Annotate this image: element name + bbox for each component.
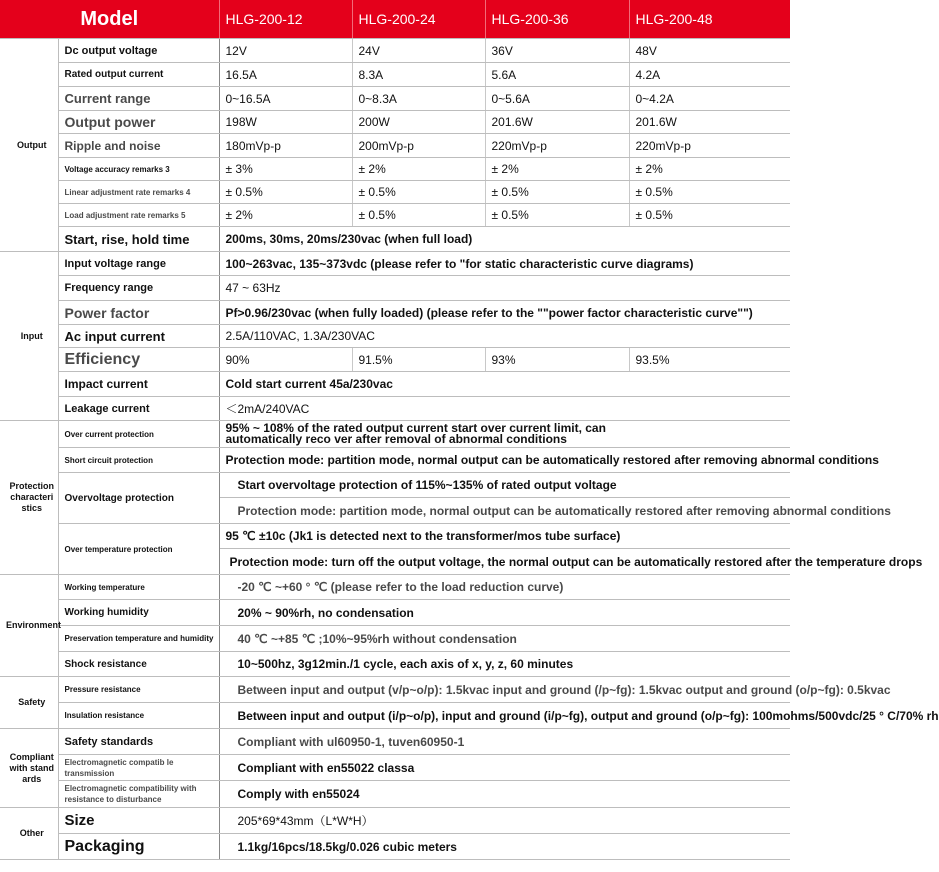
row-label: Efficiency: [58, 348, 219, 372]
table-row: [0, 448, 790, 473]
cell: -20 ℃ ~+60 ° ℃ (please refer to the load reduction curve): [219, 575, 790, 600]
cell: 10~500hz, 3g12min./1 cycle, each axis of x, y, z, 60 minutes: [219, 652, 790, 677]
row-label: Voltage accuracy remarks 3: [58, 158, 219, 181]
cell: ± 0.5%: [485, 181, 629, 204]
table-row: [0, 111, 790, 134]
cell: 95% ~ 108% of the rated output current start over current limit, can automatically reco ver after removal of abnormal conditions: [219, 421, 790, 448]
cell: 93.5%: [629, 348, 790, 372]
cell: ± 2%: [485, 158, 629, 181]
table-row: [0, 204, 790, 227]
cell: 205*69*43mm（L*W*H）: [219, 808, 790, 834]
cell: ± 0.5%: [629, 181, 790, 204]
cell: Compliant with ul60950-1, tuven60950-1: [219, 729, 790, 755]
row-label: Frequency range: [58, 276, 219, 301]
cell: Cold start current 45a/230vac: [219, 372, 790, 397]
row-label: Shock resistance: [58, 652, 219, 677]
row-label: Ac input current: [58, 325, 219, 348]
cell: 90%: [219, 348, 352, 372]
cell: ± 2%: [352, 158, 485, 181]
table-row: [0, 301, 790, 325]
table-row: [0, 473, 790, 498]
cell: ± 2%: [629, 158, 790, 181]
row-label: Impact current: [58, 372, 219, 397]
header-row: [0, 0, 790, 39]
cell: Protection mode: partition mode, normal output can be automatically restored after removing abnormal conditions: [219, 448, 790, 473]
section-safety: Safety: [0, 677, 58, 729]
model-col-3: HLG-200-36: [485, 0, 629, 39]
cell: Protection mode: partition mode, normal output can be automatically restored after removing abnormal conditions: [219, 498, 790, 524]
cell: 0~16.5A: [219, 87, 352, 111]
cell: 100~263vac, 135~373vdc (please refer to "for static characteristic curve diagrams): [219, 252, 790, 276]
table-row: [0, 755, 790, 781]
table-row: [0, 781, 790, 808]
table-row: [0, 729, 790, 755]
table-row: [0, 372, 790, 397]
table-row: [0, 227, 790, 252]
table-row: [0, 677, 790, 703]
table-row: [0, 158, 790, 181]
table-row: [0, 181, 790, 204]
table-row: [0, 87, 790, 111]
model-header: Model: [0, 0, 219, 39]
cell: 198W: [219, 111, 352, 134]
row-label: Current range: [58, 87, 219, 111]
row-label: Load adjustment rate remarks 5: [58, 204, 219, 227]
table-row: [0, 575, 790, 600]
row-label: Over current protection: [58, 421, 219, 448]
cell: 47 ~ 63Hz: [219, 276, 790, 301]
section-output: Output: [0, 39, 58, 252]
section-protection: Protection characteri stics: [0, 421, 58, 575]
cell: 0~5.6A: [485, 87, 629, 111]
table-row: [0, 703, 790, 729]
table-row: [0, 63, 790, 87]
cell: 201.6W: [485, 111, 629, 134]
cell: 48V: [629, 39, 790, 63]
cell: 16.5A: [219, 63, 352, 87]
row-label: Dc output voltage: [58, 39, 219, 63]
table-row: [0, 524, 790, 549]
row-label: Leakage current: [58, 397, 219, 421]
cell: ± 0.5%: [485, 204, 629, 227]
section-compliant: Compliant with stand ards: [0, 729, 58, 808]
row-label: Short circuit protection: [58, 448, 219, 473]
row-label: Safety standards: [58, 729, 219, 755]
cell: 95 ℃ ±10c (Jk1 is detected next to the transformer/mos tube surface): [219, 524, 790, 549]
cell: ± 0.5%: [352, 181, 485, 204]
row-label: Power factor: [58, 301, 219, 325]
row-label: Electromagnetic compatib le transmission: [58, 755, 219, 781]
cell: 1.1kg/16pcs/18.5kg/0.026 cubic meters: [219, 834, 790, 860]
cell: 0~4.2A: [629, 87, 790, 111]
row-label: Preservation temperature and humidity: [58, 626, 219, 652]
table-row: [0, 600, 790, 626]
cell: 200ms, 30ms, 20ms/230vac (when full load): [219, 227, 790, 252]
table-row: [0, 276, 790, 301]
section-environment: Environment: [0, 575, 58, 677]
row-label: Working humidity: [58, 600, 219, 626]
cell: 40 ℃ ~+85 ℃ ;10%~95%rh without condensation: [219, 626, 790, 652]
row-label: Output power: [58, 111, 219, 134]
cell: 36V: [485, 39, 629, 63]
cell: 20% ~ 90%rh, no condensation: [219, 600, 790, 626]
table-row: [0, 421, 790, 448]
cell: 24V: [352, 39, 485, 63]
row-label: Linear adjustment rate remarks 4: [58, 181, 219, 204]
row-label: Rated output current: [58, 63, 219, 87]
cell: 220mVp-p: [485, 134, 629, 158]
row-label: Electromagnetic compatibility with resistance to disturbance: [58, 781, 219, 808]
row-label: Input voltage range: [58, 252, 219, 276]
cell: 200W: [352, 111, 485, 134]
cell: 93%: [485, 348, 629, 372]
row-label: Overvoltage protection: [58, 473, 219, 524]
cell: 5.6A: [485, 63, 629, 87]
row-label: Start, rise, hold time: [58, 227, 219, 252]
cell: Compliant with en55022 classa: [219, 755, 790, 781]
table-row: [0, 808, 790, 834]
cell: Between input and output (v/p~o/p): 1.5kvac input and ground (/p~fg): 1.5kvac output and ground (o/p~fg): 0.5kvac: [219, 677, 790, 703]
model-col-4: HLG-200-48: [629, 0, 790, 39]
model-col-1: HLG-200-12: [219, 0, 352, 39]
cell: ± 0.5%: [352, 204, 485, 227]
cell: ± 0.5%: [219, 181, 352, 204]
cell: 12V: [219, 39, 352, 63]
cell: ± 0.5%: [629, 204, 790, 227]
table-row: [0, 348, 790, 372]
cell: 200mVp-p: [352, 134, 485, 158]
cell: 201.6W: [629, 111, 790, 134]
table-row: [0, 39, 790, 63]
section-input: Input: [0, 252, 58, 421]
table-row: [0, 325, 790, 348]
cell: Pf>0.96/230vac (when fully loaded) (please refer to the ""power factor characteristic curve""): [219, 301, 790, 325]
table-row: [0, 626, 790, 652]
row-label: Ripple and noise: [58, 134, 219, 158]
cell: Comply with en55024: [219, 781, 790, 808]
row-label: Working temperature: [58, 575, 219, 600]
cell: 8.3A: [352, 63, 485, 87]
cell: ± 2%: [219, 204, 352, 227]
row-label: Insulation resistance: [58, 703, 219, 729]
cell: ＜2mA/240VAC: [219, 397, 790, 421]
cell: Protection mode: turn off the output voltage, the normal output can be automatically restored after the temperature drops: [219, 549, 790, 575]
cell: 180mVp-p: [219, 134, 352, 158]
table-row: [0, 834, 790, 860]
table-row: [0, 397, 790, 421]
cell: 220mVp-p: [629, 134, 790, 158]
cell: Between input and output (i/p~o/p), input and ground (i/p~fg), output and ground (o/p~fg): 100mohms/500vdc/25 ° C/70% rh: [219, 703, 790, 729]
cell: 4.2A: [629, 63, 790, 87]
table-row: [0, 252, 790, 276]
cell: ± 3%: [219, 158, 352, 181]
table-row: [0, 134, 790, 158]
model-col-2: HLG-200-24: [352, 0, 485, 39]
table-row: [0, 652, 790, 677]
row-label: Packaging: [58, 834, 219, 860]
row-label: Pressure resistance: [58, 677, 219, 703]
row-label: Size: [58, 808, 219, 834]
section-other: Other: [0, 808, 58, 860]
cell: 2.5A/110VAC, 1.3A/230VAC: [219, 325, 790, 348]
cell: 91.5%: [352, 348, 485, 372]
cell: Start overvoltage protection of 115%~135% of rated output voltage: [219, 473, 790, 498]
row-label: Over temperature protection: [58, 524, 219, 575]
cell: 0~8.3A: [352, 87, 485, 111]
